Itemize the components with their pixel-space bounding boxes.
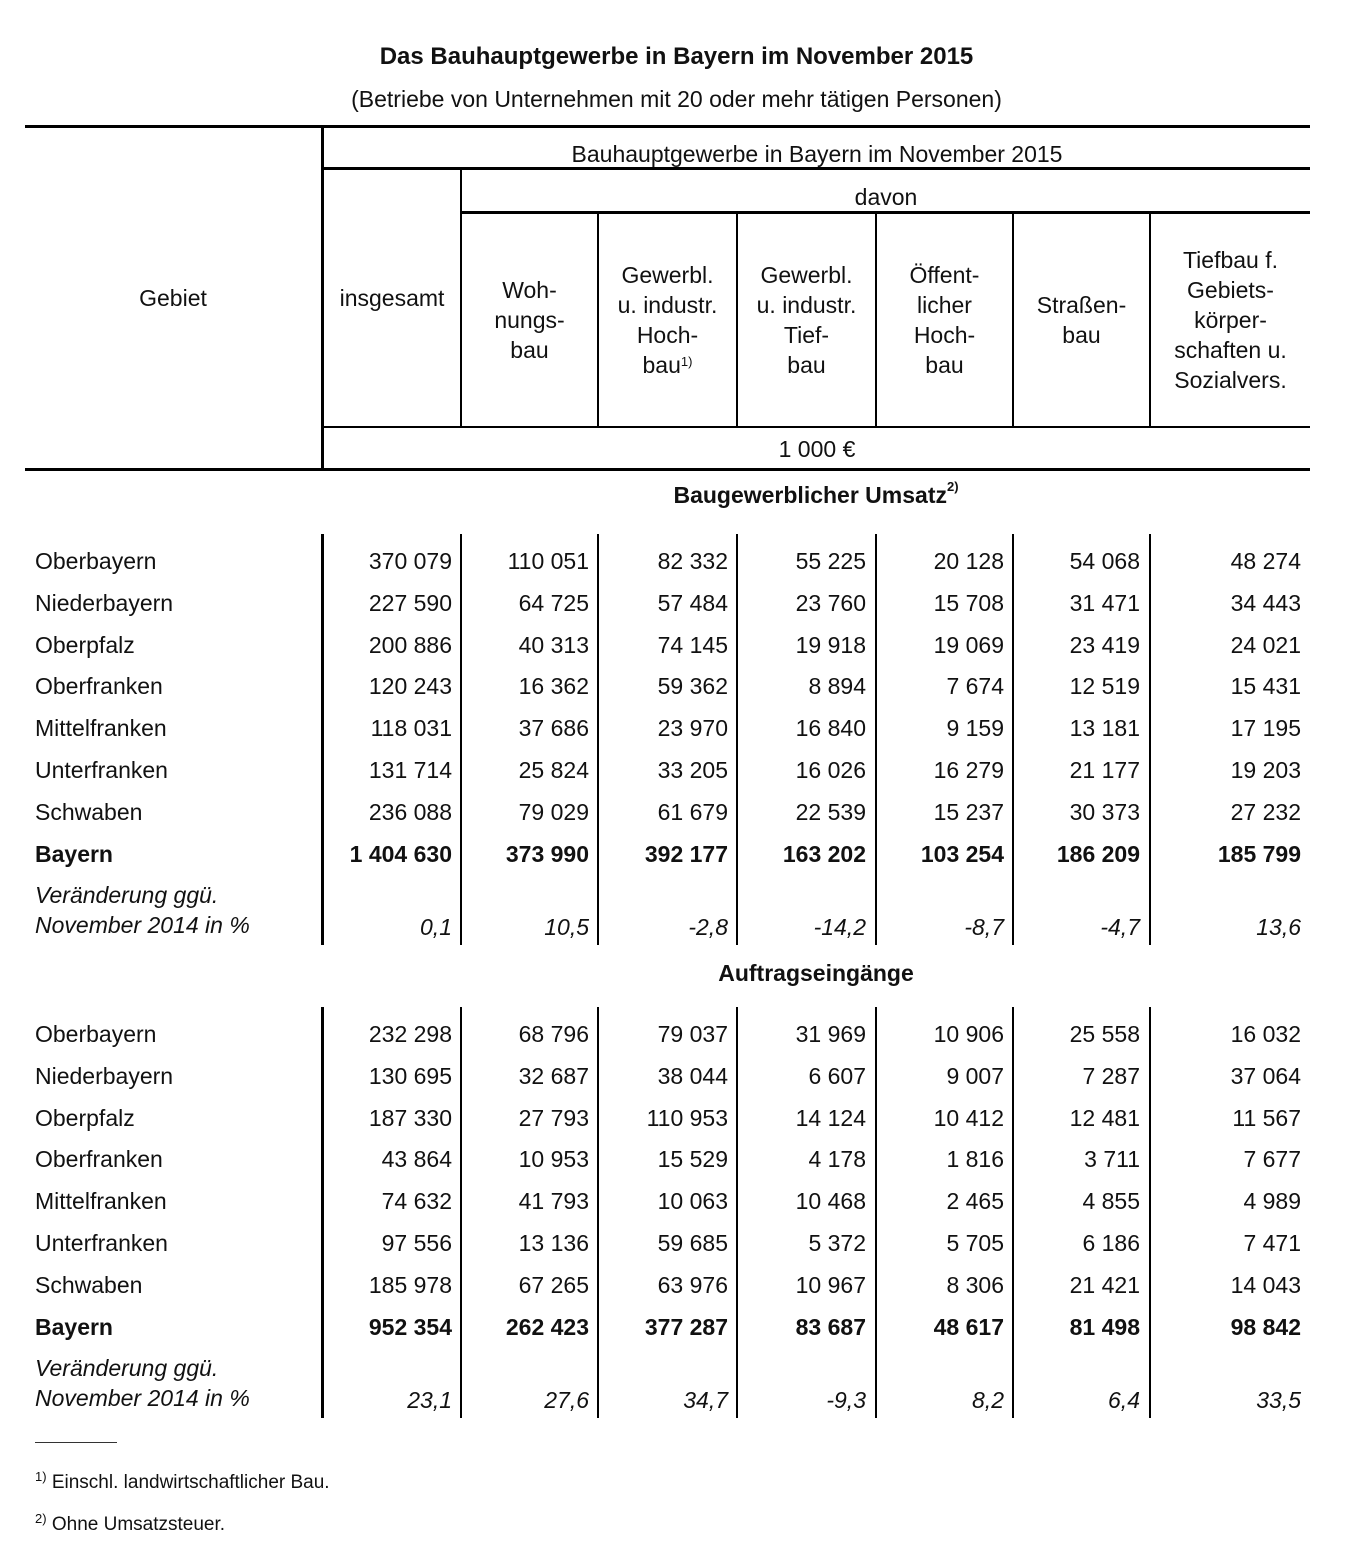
row-label: Bayern xyxy=(35,1313,113,1340)
cell-value: 9 159 xyxy=(946,715,1004,742)
row-label: Bayern xyxy=(35,840,113,867)
cell-value: 11 567 xyxy=(1232,1104,1301,1131)
cell-value: 30 373 xyxy=(1069,798,1140,825)
cell-value: 79 029 xyxy=(518,798,589,825)
cell-value: 37 686 xyxy=(518,715,589,742)
row-label: Niederbayern xyxy=(35,1062,174,1089)
table-row xyxy=(0,665,1353,707)
table-row xyxy=(0,1097,1353,1139)
table-row xyxy=(0,1138,1353,1180)
cell-value: 33,5 xyxy=(1256,1387,1301,1414)
cell-value: 10 906 xyxy=(933,1021,1004,1047)
table-title: Das Bauhauptgewerbe in Bayern im November 2015 xyxy=(379,43,974,70)
cell-value: 98 842 xyxy=(1230,1313,1301,1340)
cell-value: 262 423 xyxy=(505,1313,589,1340)
cell-value: 24 021 xyxy=(1230,631,1301,658)
cell-value: 103 254 xyxy=(920,840,1004,867)
footnote-ref-2: 2) xyxy=(946,479,959,494)
cell-value: 7 674 xyxy=(946,673,1004,700)
row-label: Mittelfranken xyxy=(35,1188,167,1215)
cell-value: 6 186 xyxy=(1082,1230,1140,1256)
cell-value: 22 539 xyxy=(795,798,866,825)
table-row xyxy=(0,540,1353,582)
cell-value: 236 088 xyxy=(368,798,452,825)
table-subtitle: (Betriebe von Unternehmen mit 20 oder mehr tätigen Personen) xyxy=(351,86,1002,112)
table-row xyxy=(0,791,1353,833)
cell-value: 10 063 xyxy=(657,1188,728,1215)
cell-value: 373 990 xyxy=(505,840,589,867)
table-row xyxy=(0,1180,1353,1222)
cell-value: 10 468 xyxy=(795,1188,866,1215)
row-label: Oberbayern xyxy=(35,1021,157,1047)
cell-value: 25 558 xyxy=(1069,1021,1140,1047)
cell-value: 79 037 xyxy=(657,1021,728,1047)
cell-value: 6,4 xyxy=(1108,1387,1140,1414)
cell-value: 10 412 xyxy=(933,1104,1004,1131)
cell-value: 15 708 xyxy=(933,589,1004,616)
cell-value: 8 306 xyxy=(946,1271,1004,1298)
cell-value: -14,2 xyxy=(813,914,866,941)
unit-rule xyxy=(322,426,1310,428)
table-row-total xyxy=(0,1306,1353,1348)
row-label: Oberbayern xyxy=(35,548,157,574)
footnote-2: $^{2)}$ Ohne Umsatzsteuer. xyxy=(35,1511,226,1535)
cell-value: 59 362 xyxy=(657,673,728,700)
cell-value: 34,7 xyxy=(683,1387,728,1414)
cell-value: 110 953 xyxy=(646,1104,728,1131)
cell-value: 15 431 xyxy=(1230,673,1301,700)
table-row xyxy=(0,582,1353,624)
row-label: Schwaben xyxy=(35,798,143,825)
cell-value: 81 498 xyxy=(1069,1313,1140,1340)
cell-value: 8,2 xyxy=(972,1387,1004,1414)
cell-value: 377 287 xyxy=(644,1313,728,1340)
row-label: Unterfranken xyxy=(35,757,168,783)
cell-value: 19 069 xyxy=(933,631,1004,658)
cell-value: 83 687 xyxy=(795,1313,866,1340)
cell-value: 54 068 xyxy=(1069,548,1140,574)
table-row xyxy=(0,1013,1353,1055)
cell-value: -4,7 xyxy=(1100,914,1140,941)
table-row-total xyxy=(0,833,1353,875)
cell-value: 200 886 xyxy=(368,631,452,658)
cell-value: 20 128 xyxy=(933,548,1004,574)
header-bottom-rule xyxy=(25,468,1310,471)
cell-value: 15 529 xyxy=(657,1146,728,1173)
cell-value: 185 799 xyxy=(1217,840,1301,867)
cell-value: 25 824 xyxy=(518,757,589,783)
cell-value: 227 590 xyxy=(368,589,452,616)
cell-value: 63 976 xyxy=(657,1271,728,1298)
cell-value: 10 953 xyxy=(518,1146,589,1173)
cell-value: 110 051 xyxy=(507,548,589,574)
cell-value: 17 195 xyxy=(1230,715,1301,742)
cell-value: 8 894 xyxy=(808,673,866,700)
cell-value: 13,6 xyxy=(1256,914,1301,941)
row-label: Mittelfranken xyxy=(35,715,167,742)
header-col-gewerbl-tiefbau: Gewerbl. u. industr. Tief- bau xyxy=(756,262,857,378)
cell-value: 10,5 xyxy=(544,914,589,941)
cell-value: 21 177 xyxy=(1069,757,1140,783)
cell-value: 41 793 xyxy=(518,1188,589,1215)
cell-value: 163 202 xyxy=(782,840,866,867)
cell-value: 14 124 xyxy=(795,1104,866,1131)
header-col-oeffentl-hochbau: Öffent- licher Hoch- bau xyxy=(909,262,980,378)
cell-value: 4 855 xyxy=(1082,1188,1140,1215)
cell-value: 14 043 xyxy=(1230,1271,1301,1298)
header-col-tiefbau-gebietskoerperschaften: Tiefbau f. Gebiets- körper- schaften u. Sozialvers. xyxy=(1174,247,1287,393)
cell-value: 97 556 xyxy=(381,1230,452,1256)
header-insgesamt: insgesamt xyxy=(339,285,445,311)
footnote-1: $^{1)}$ Einschl. landwirtschaftlicher Bau. xyxy=(35,1469,330,1493)
cell-value: 16 362 xyxy=(518,673,589,700)
cell-value: 185 978 xyxy=(368,1271,452,1298)
cell-value: 38 044 xyxy=(657,1062,728,1089)
cell-value: 40 313 xyxy=(518,631,589,658)
cell-value: 82 332 xyxy=(657,548,728,574)
table-row xyxy=(0,1055,1353,1097)
cell-value: 67 265 xyxy=(518,1271,589,1298)
row-label: Niederbayern xyxy=(35,589,174,616)
cell-value: 33 205 xyxy=(657,757,728,783)
row-label: Veränderung ggü. November 2014 in % xyxy=(35,1355,250,1412)
cell-value: 4 178 xyxy=(808,1146,866,1173)
cell-value: 10 967 xyxy=(795,1271,866,1298)
cell-value: 61 679 xyxy=(657,798,728,825)
cell-value: 23 970 xyxy=(657,715,728,742)
cell-value: 118 031 xyxy=(370,715,452,742)
cell-value: 27,6 xyxy=(544,1387,589,1414)
cell-value: 187 330 xyxy=(368,1104,452,1131)
cell-value: 34 443 xyxy=(1230,589,1301,616)
cell-value: 131 714 xyxy=(368,757,452,783)
cell-value: 370 079 xyxy=(368,548,452,574)
header-unit: 1 000 € xyxy=(778,436,856,462)
cell-value: 13 181 xyxy=(1069,715,1140,742)
cell-value: 27 793 xyxy=(518,1104,589,1131)
cell-value: 12 519 xyxy=(1069,673,1140,700)
cell-value: 7 287 xyxy=(1082,1062,1140,1089)
cell-value: 37 064 xyxy=(1230,1062,1301,1089)
cell-value: 74 145 xyxy=(657,631,728,658)
header-col-wohnungsbau: Woh- nungs- bau xyxy=(494,277,565,363)
cell-value: 74 632 xyxy=(381,1188,452,1215)
cell-value: 15 237 xyxy=(933,798,1004,825)
table-row-change xyxy=(0,878,1353,948)
cell-value: 13 136 xyxy=(518,1230,589,1256)
cell-value: 32 687 xyxy=(518,1062,589,1089)
cell-value: 23,1 xyxy=(407,1387,452,1414)
cell-value: 19 918 xyxy=(795,631,866,658)
row-label: Oberfranken xyxy=(35,1146,163,1173)
cell-value: 55 225 xyxy=(795,548,866,574)
row-label: Unterfranken xyxy=(35,1230,168,1256)
cell-value: 232 298 xyxy=(368,1021,452,1047)
cell-value: 16 840 xyxy=(795,715,866,742)
cell-value: -2,8 xyxy=(688,914,728,941)
row-label: Oberpfalz xyxy=(35,1104,135,1131)
table-row xyxy=(0,1222,1353,1264)
cell-value: 1 404 630 xyxy=(349,840,452,867)
section-title: Auftragseingänge xyxy=(718,960,914,986)
table-row-change xyxy=(0,1351,1353,1421)
footnote-separator xyxy=(35,1442,117,1443)
cell-value: 7 471 xyxy=(1243,1230,1301,1256)
cell-value: 19 203 xyxy=(1230,757,1301,783)
cell-value: -8,7 xyxy=(964,914,1004,941)
cell-value: 5 372 xyxy=(808,1230,866,1256)
cell-value: -9,3 xyxy=(826,1387,866,1414)
cell-value: 68 796 xyxy=(518,1021,589,1047)
row-label: Schwaben xyxy=(35,1271,143,1298)
cell-value: 4 989 xyxy=(1243,1188,1301,1215)
cell-value: 186 209 xyxy=(1056,840,1140,867)
row-label: Oberfranken xyxy=(35,673,163,700)
header-davon: davon xyxy=(854,184,918,210)
cell-value: 0,1 xyxy=(420,914,452,941)
table-row xyxy=(0,1264,1353,1306)
cell-value: 27 232 xyxy=(1230,798,1301,825)
cell-value: 3 711 xyxy=(1084,1146,1140,1173)
row-label: Oberpfalz xyxy=(35,631,135,658)
cell-value: 120 243 xyxy=(368,673,452,700)
header-group: Bauhauptgewerbe in Bayern im November 2015 xyxy=(571,141,1063,167)
cell-value: 59 685 xyxy=(657,1230,728,1256)
cell-value: 31 471 xyxy=(1069,589,1140,616)
cell-value: 5 705 xyxy=(946,1230,1004,1256)
cell-value: 2 465 xyxy=(946,1188,1004,1215)
cell-value: 392 177 xyxy=(644,840,728,867)
table-row xyxy=(0,707,1353,749)
cell-value: 48 274 xyxy=(1230,548,1301,574)
cell-value: 130 695 xyxy=(368,1062,452,1089)
footnote-ref-1: 1) xyxy=(680,354,693,369)
table-row xyxy=(0,749,1353,791)
cell-value: 23 760 xyxy=(795,589,866,616)
section-title: Baugewerblicher Umsatz$^{2)}$ xyxy=(673,479,959,508)
cell-value: 21 421 xyxy=(1069,1271,1140,1298)
cell-value: 48 617 xyxy=(933,1313,1004,1340)
cell-value: 57 484 xyxy=(657,589,728,616)
cell-value: 16 032 xyxy=(1230,1021,1301,1047)
cell-value: 16 279 xyxy=(933,757,1004,783)
cell-value: 6 607 xyxy=(808,1062,866,1089)
cell-value: 64 725 xyxy=(518,589,589,616)
header-col-strassenbau: Straßen- bau xyxy=(1036,292,1127,348)
cell-value: 12 481 xyxy=(1069,1104,1140,1131)
cell-value: 1 816 xyxy=(946,1146,1004,1173)
cell-value: 952 354 xyxy=(368,1313,452,1340)
header-col-gewerbl-hochbau: Gewerbl. u. industr. Hoch- bau$^{1)}$ xyxy=(617,262,718,378)
header-gebiet: Gebiet xyxy=(139,285,207,311)
cell-value: 43 864 xyxy=(381,1146,452,1173)
table-row xyxy=(0,624,1353,666)
cell-value: 7 677 xyxy=(1243,1146,1301,1173)
cell-value: 31 969 xyxy=(795,1021,866,1047)
cell-value: 16 026 xyxy=(795,757,866,783)
row-label: Veränderung ggü. November 2014 in % xyxy=(35,882,250,939)
cell-value: 9 007 xyxy=(946,1062,1004,1089)
cell-value: 23 419 xyxy=(1069,631,1140,658)
